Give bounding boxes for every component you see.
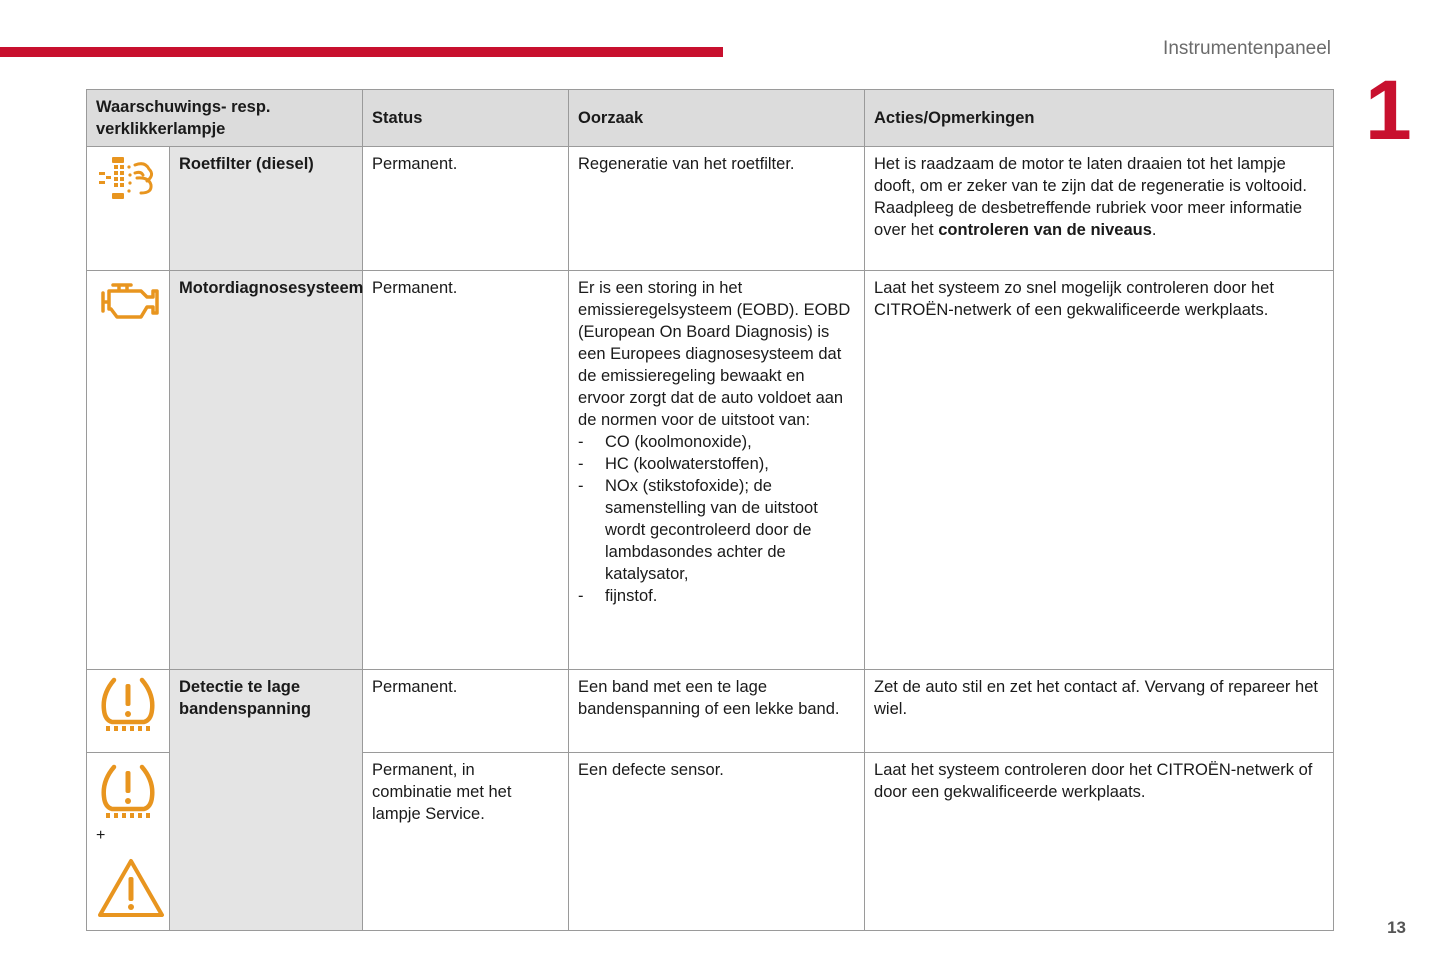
- tyre-pressure-icon: [96, 763, 160, 821]
- action-end: .: [1151, 221, 1157, 239]
- icon-cell: [87, 147, 170, 271]
- warning-triangle-icon: [96, 857, 160, 919]
- table-header-row: [87, 90, 1334, 147]
- lamp-name: Detectie te lage bandenspanning: [170, 670, 363, 931]
- section-title: Instrumentenpaneel: [1163, 38, 1331, 59]
- status-cell: Permanent.: [363, 271, 569, 670]
- action-cell: Laat het systeem controleren door het CITROËN-netwerk of door een gekwalificeerde werkplaats.: [865, 753, 1334, 931]
- list-item: - fijnstof.: [578, 585, 855, 607]
- action-cell: Laat het systeem zo snel mogelijk controleren door het CITROËN-netwerk of een gekwalificeerde werkplaats.: [865, 271, 1334, 670]
- list-item: - NOx (stikstofoxide); de samenstelling van de uitstoot wordt gecontroleerd door de lambdasondes achter de katalysator,: [578, 475, 855, 585]
- particle-filter-icon: [96, 153, 160, 203]
- cause-cell: Regeneratie van het roetfilter.: [569, 147, 865, 271]
- warning-lamps-table: [86, 89, 1334, 931]
- column-header-lamp: Waarschuwings- resp. verklikkerlampje: [87, 90, 363, 147]
- table-row: [87, 271, 1334, 670]
- table-row: [87, 147, 1334, 271]
- action-bold-text: controleren van de niveaus: [938, 221, 1152, 239]
- lamp-name: Motordiagnosesysteem: [170, 271, 363, 670]
- icon-cell: [87, 271, 170, 670]
- header-red-bar: [0, 47, 723, 57]
- status-cell: Permanent, in combinatie met het lampje Service.: [363, 753, 569, 931]
- icon-cell: [87, 670, 170, 753]
- cause-cell: Een defecte sensor.: [569, 753, 865, 931]
- cause-intro: Er is een storing in het emissieregelsysteem (EOBD). EOBD (European On Board Diagnosis) is een Europees diagnosesysteem dat de emissieregeling bewaakt en ervoor zorgt dat de auto voldoet aan de normen voor de uitstoot van:: [578, 279, 851, 429]
- status-cell: Permanent.: [363, 147, 569, 271]
- cause-cell: [569, 271, 865, 670]
- engine-check-icon: [96, 277, 160, 325]
- page-number: 13: [1387, 918, 1406, 937]
- chapter-number: 1: [1365, 63, 1412, 157]
- lamp-name: Roetfilter (diesel): [170, 147, 363, 271]
- action-cell: Zet de auto stil en zet het contact af. Vervang of repareer het wiel.: [865, 670, 1334, 753]
- column-header-actions: Acties/Opmerkingen: [865, 90, 1334, 147]
- action-cell: [865, 147, 1334, 271]
- column-header-status: Status: [363, 90, 569, 147]
- tyre-pressure-icon: [96, 676, 160, 734]
- column-header-cause: Oorzaak: [569, 90, 865, 147]
- emission-list: [578, 431, 855, 607]
- action-text: Het is raadzaam de motor te laten draaien tot het lampje dooft, om er zeker van te zijn dat de regeneratie is voltooid. Raadpleeg de desbetreffende rubriek voor meer informatie over het: [874, 155, 1307, 239]
- icon-cell: [87, 753, 170, 931]
- list-item: - CO (koolmonoxide),: [578, 431, 855, 453]
- plus-sign: +: [96, 827, 106, 844]
- table-row: [87, 670, 1334, 753]
- status-cell: Permanent.: [363, 670, 569, 753]
- list-item: - HC (koolwaterstoffen),: [578, 453, 855, 475]
- cause-cell: Een band met een te lage bandenspanning of een lekke band.: [569, 670, 865, 753]
